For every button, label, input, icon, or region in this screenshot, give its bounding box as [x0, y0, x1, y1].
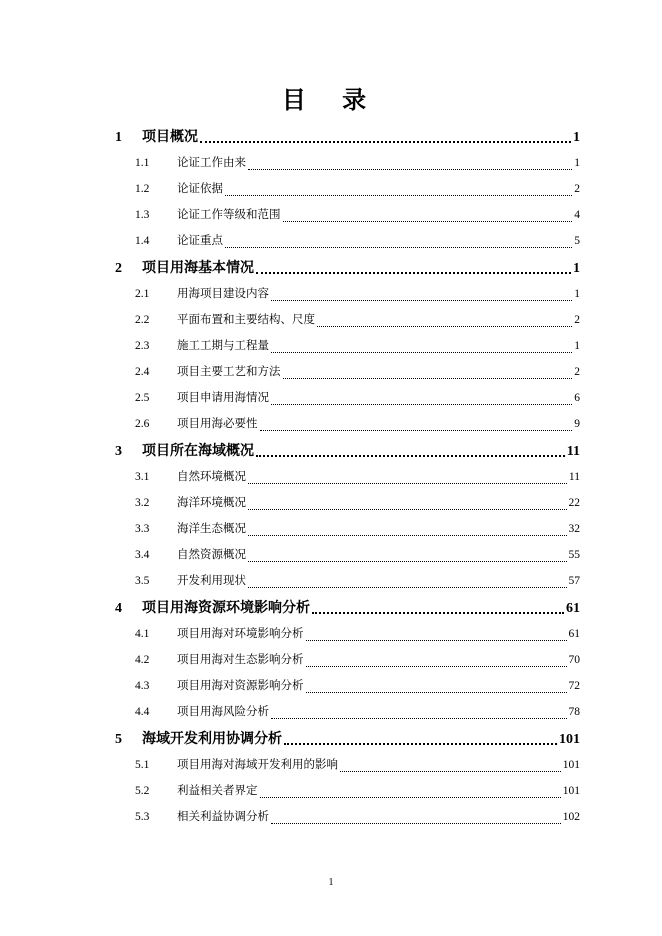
toc-section-entry[interactable] [115, 358, 580, 384]
toc-entry-title: 论证重点 [177, 233, 223, 247]
toc-entry-title: 相关利益协调分析 [177, 809, 269, 823]
toc-entry-title: 海域开发利用协调分析 [142, 731, 282, 747]
toc-dot-leader [260, 797, 561, 798]
page-title: 目 录 [281, 86, 381, 114]
toc-dot-leader [340, 771, 561, 772]
toc-entry-number: 3.1 [135, 471, 150, 483]
toc-entry-page: 5 [574, 235, 580, 247]
toc-entry-title: 项目用海对环境影响分析 [177, 626, 304, 640]
toc-section-entry[interactable] [115, 620, 580, 646]
toc-entry-number: 2.5 [135, 392, 150, 404]
toc-section-entry[interactable] [115, 149, 580, 175]
toc-entry-title: 项目用海对海域开发利用的影响 [177, 757, 338, 771]
toc-entry-title: 项目用海对资源影响分析 [177, 678, 304, 692]
toc-entry-number: 2.1 [135, 288, 150, 300]
toc-entry-number: 2.4 [135, 366, 150, 378]
toc-entry-title: 用海项目建设内容 [177, 286, 269, 300]
toc-section-entry[interactable] [115, 646, 580, 672]
toc-dot-leader [306, 666, 567, 667]
toc-section-entry[interactable] [115, 463, 580, 489]
toc-entry-page: 11 [566, 444, 580, 459]
toc-entry-page: 72 [568, 680, 580, 692]
toc-entry-number: 1.1 [135, 157, 150, 169]
toc-entry-number: 5.3 [135, 811, 150, 823]
toc-entry-number: 4.3 [135, 680, 150, 692]
toc-section-entry[interactable] [115, 489, 580, 515]
toc-section-entry[interactable] [115, 515, 580, 541]
toc-entry-title: 利益相关者界定 [177, 783, 258, 797]
toc-dot-leader [317, 326, 572, 327]
toc-chapter-entry[interactable] [115, 593, 580, 620]
toc-entry-page: 55 [568, 549, 580, 561]
toc-entry-page: 101 [562, 785, 580, 797]
toc-dot-leader [283, 378, 573, 379]
toc-entry-page: 2 [574, 183, 580, 195]
toc-section-entry[interactable] [115, 306, 580, 332]
toc-entry-page: 78 [568, 706, 580, 718]
toc-dot-leader [256, 455, 565, 457]
toc-section-entry[interactable] [115, 175, 580, 201]
toc-dot-leader [248, 483, 567, 484]
toc-entry-page: 102 [562, 811, 580, 823]
toc-entry-number: 1 [115, 130, 122, 145]
toc-entry-title: 海洋环境概况 [177, 495, 246, 509]
toc-chapter-entry[interactable] [115, 122, 580, 149]
toc-entry-title: 论证工作等级和范围 [177, 207, 281, 221]
toc-entry-page: 1 [573, 261, 580, 276]
toc-section-entry[interactable] [115, 280, 580, 306]
toc-entry-title: 自然环境概况 [177, 469, 246, 483]
toc-section-entry[interactable] [115, 777, 580, 803]
toc-entry-page: 70 [568, 654, 580, 666]
toc-section-entry[interactable] [115, 227, 580, 253]
toc-entry-title: 项目申请用海情况 [177, 390, 269, 404]
toc-dot-leader [312, 612, 564, 614]
toc-entry-page: 61 [568, 628, 580, 640]
toc-entry-page: 1 [573, 130, 580, 145]
toc-entry-number: 2 [115, 261, 122, 276]
toc-entry-number: 1.4 [135, 235, 150, 247]
toc-entry-number: 2.2 [135, 314, 150, 326]
toc-entry-number: 1.3 [135, 209, 150, 221]
toc-section-entry[interactable] [115, 201, 580, 227]
toc-dot-leader [284, 743, 557, 745]
toc-entry-title: 海洋生态概况 [177, 521, 246, 535]
toc-entry-page: 101 [562, 759, 580, 771]
toc-entry-title: 项目用海基本情况 [142, 260, 254, 276]
toc-entry-page: 1 [574, 340, 580, 352]
toc-entry-number: 3.2 [135, 497, 150, 509]
toc-dot-leader [225, 195, 572, 196]
toc-entry-page: 57 [568, 575, 580, 587]
toc-entry-page: 32 [568, 523, 580, 535]
toc-entry-page: 9 [574, 418, 580, 430]
toc-entry-title: 自然资源概况 [177, 547, 246, 561]
toc-entry-page: 4 [574, 209, 580, 221]
toc-section-entry[interactable] [115, 541, 580, 567]
toc-entry-number: 3.3 [135, 523, 150, 535]
toc-dot-leader [271, 404, 572, 405]
toc-chapter-entry[interactable] [115, 436, 580, 463]
toc-entry-title: 论证工作由来 [177, 155, 246, 169]
toc-section-entry[interactable] [115, 751, 580, 777]
toc-dot-leader [306, 692, 567, 693]
toc-section-entry[interactable] [115, 567, 580, 593]
toc-entry-page: 6 [574, 392, 580, 404]
toc-entry-page: 2 [574, 366, 580, 378]
toc-dot-leader [271, 300, 572, 301]
toc-entry-number: 4.1 [135, 628, 150, 640]
toc-dot-leader [271, 823, 561, 824]
toc-dot-leader [248, 587, 567, 588]
toc-chapter-entry[interactable] [115, 253, 580, 280]
toc-entry-title: 平面布置和主要结构、尺度 [177, 312, 315, 326]
toc-entry-number: 3 [115, 444, 122, 459]
toc-dot-leader [200, 141, 571, 143]
toc-dot-leader [256, 272, 571, 274]
toc-entry-page: 101 [559, 732, 580, 747]
toc-dot-leader [271, 718, 567, 719]
toc-entry-number: 5.1 [135, 759, 150, 771]
toc-dot-leader [283, 221, 573, 222]
toc-entry-title: 项目用海风险分析 [177, 704, 269, 718]
toc-entry-page: 22 [568, 497, 580, 509]
toc-entry-title: 项目用海对生态影响分析 [177, 652, 304, 666]
toc-chapter-entry[interactable] [115, 724, 580, 751]
toc-entry-title: 项目所在海域概况 [142, 443, 254, 459]
toc-entry-page: 1 [574, 157, 580, 169]
toc-entry-title: 项目用海必要性 [177, 416, 258, 430]
toc-section-entry[interactable] [115, 698, 580, 724]
toc-entry-title: 项目主要工艺和方法 [177, 364, 281, 378]
toc-entry-number: 4.4 [135, 706, 150, 718]
toc-entry-number: 2.3 [135, 340, 150, 352]
toc-dot-leader [248, 509, 567, 510]
toc-section-entry[interactable] [115, 803, 580, 829]
toc-entry-number: 3.5 [135, 575, 150, 587]
toc-dot-leader [248, 535, 567, 536]
toc-entry-number: 3.4 [135, 549, 150, 561]
toc-dot-leader [248, 169, 572, 170]
page-number: 1 [328, 877, 334, 888]
toc-entry-title: 论证依据 [177, 181, 223, 195]
toc-dot-leader [260, 430, 573, 431]
toc-entry-page: 1 [574, 288, 580, 300]
toc-entry-page: 11 [568, 471, 580, 483]
toc-dot-leader [225, 247, 572, 248]
toc-entry-page: 61 [566, 601, 580, 616]
toc-dot-leader [248, 561, 567, 562]
toc-entry-title: 施工工期与工程量 [177, 338, 269, 352]
toc-entry-number: 5 [115, 732, 122, 747]
toc-entry-title: 项目概况 [142, 129, 198, 145]
toc-dot-leader [306, 640, 567, 641]
toc-section-entry[interactable] [115, 672, 580, 698]
toc-entry-page: 2 [574, 314, 580, 326]
toc-entry-title: 开发利用现状 [177, 573, 246, 587]
toc-entry-title: 项目用海资源环境影响分析 [142, 600, 310, 616]
toc-entry-number: 4.2 [135, 654, 150, 666]
toc-entry-number: 1.2 [135, 183, 150, 195]
table-of-contents [115, 122, 580, 829]
toc-entry-number: 4 [115, 601, 122, 616]
toc-section-entry[interactable] [115, 410, 580, 436]
toc-section-entry[interactable] [115, 384, 580, 410]
toc-entry-number: 5.2 [135, 785, 150, 797]
toc-section-entry[interactable] [115, 332, 580, 358]
toc-dot-leader [271, 352, 572, 353]
toc-entry-number: 2.6 [135, 418, 150, 430]
